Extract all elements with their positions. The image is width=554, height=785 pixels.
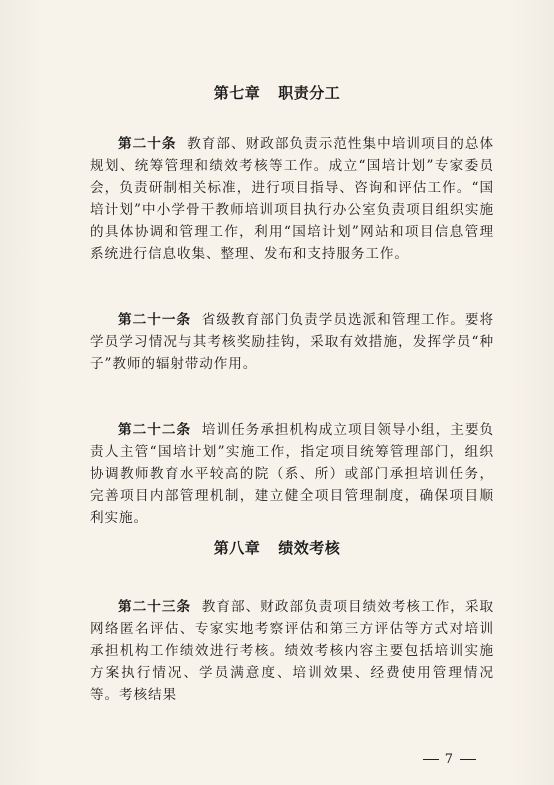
article-20 <box>90 133 494 265</box>
chapter-7-heading <box>0 82 554 103</box>
chapter-8-number: 第八章 <box>213 539 261 557</box>
article-22-label: 第二十二条 <box>118 422 192 438</box>
article-21-text: 省级教育部门负责学员选派和管理工作。要将学员学习情况与其考核奖励挂钩，采取有效措施，发挥学员“种子”教师的辐射带动作用。 <box>90 312 495 372</box>
page-number-value: 7 <box>444 752 454 767</box>
chapter-8-heading <box>0 537 554 558</box>
article-21-label: 第二十一条 <box>118 312 192 328</box>
article-23-label: 第二十三条 <box>118 599 192 615</box>
article-21 <box>90 309 494 375</box>
article-22-text: 培训任务承担机构成立项目领导小组，主要负责人主管“国培计划”实施工作，指定项目统筹管理部门，组织协调教师教育水平较高的院（系、所）或部门承担培训任务，完善项目内部管理机制，建立健全项目管理制度，确保项目顺利实施。 <box>90 422 495 526</box>
chapter-8-title: 绩效考核 <box>278 539 341 557</box>
article-20-label: 第二十条 <box>118 136 177 152</box>
article-23 <box>90 596 494 706</box>
article-20-text: 教育部、财政部负责示范性集中培训项目的总体规划、统筹管理和绩效考核等工作。成立“国培计划”专家委员会，负责研制相关标准，进行项目指导、咨询和评估工作。“国培计划”中小学骨干教师培训项目执行办公室负责项目组织实施的具体协调和管理工作，利用“国培计划”网站和项目信息管理系统进行信息收集、整理、发布和支持服务工作。 <box>90 136 494 262</box>
chapter-7-number: 第七章 <box>213 84 261 102</box>
chapter-7-title: 职责分工 <box>278 84 341 102</box>
page-number <box>417 752 482 767</box>
article-22 <box>90 419 494 529</box>
article-23-text: 教育部、财政部负责项目绩效考核工作，采取网络匿名评估、专家实地考察评估和第三方评估等方式对培训承担机构工作绩效进行考核。绩效考核内容主要包括培训实施方案执行情况、学员满意度、培训效果、经费使用管理情况等。考核结果 <box>90 599 495 703</box>
